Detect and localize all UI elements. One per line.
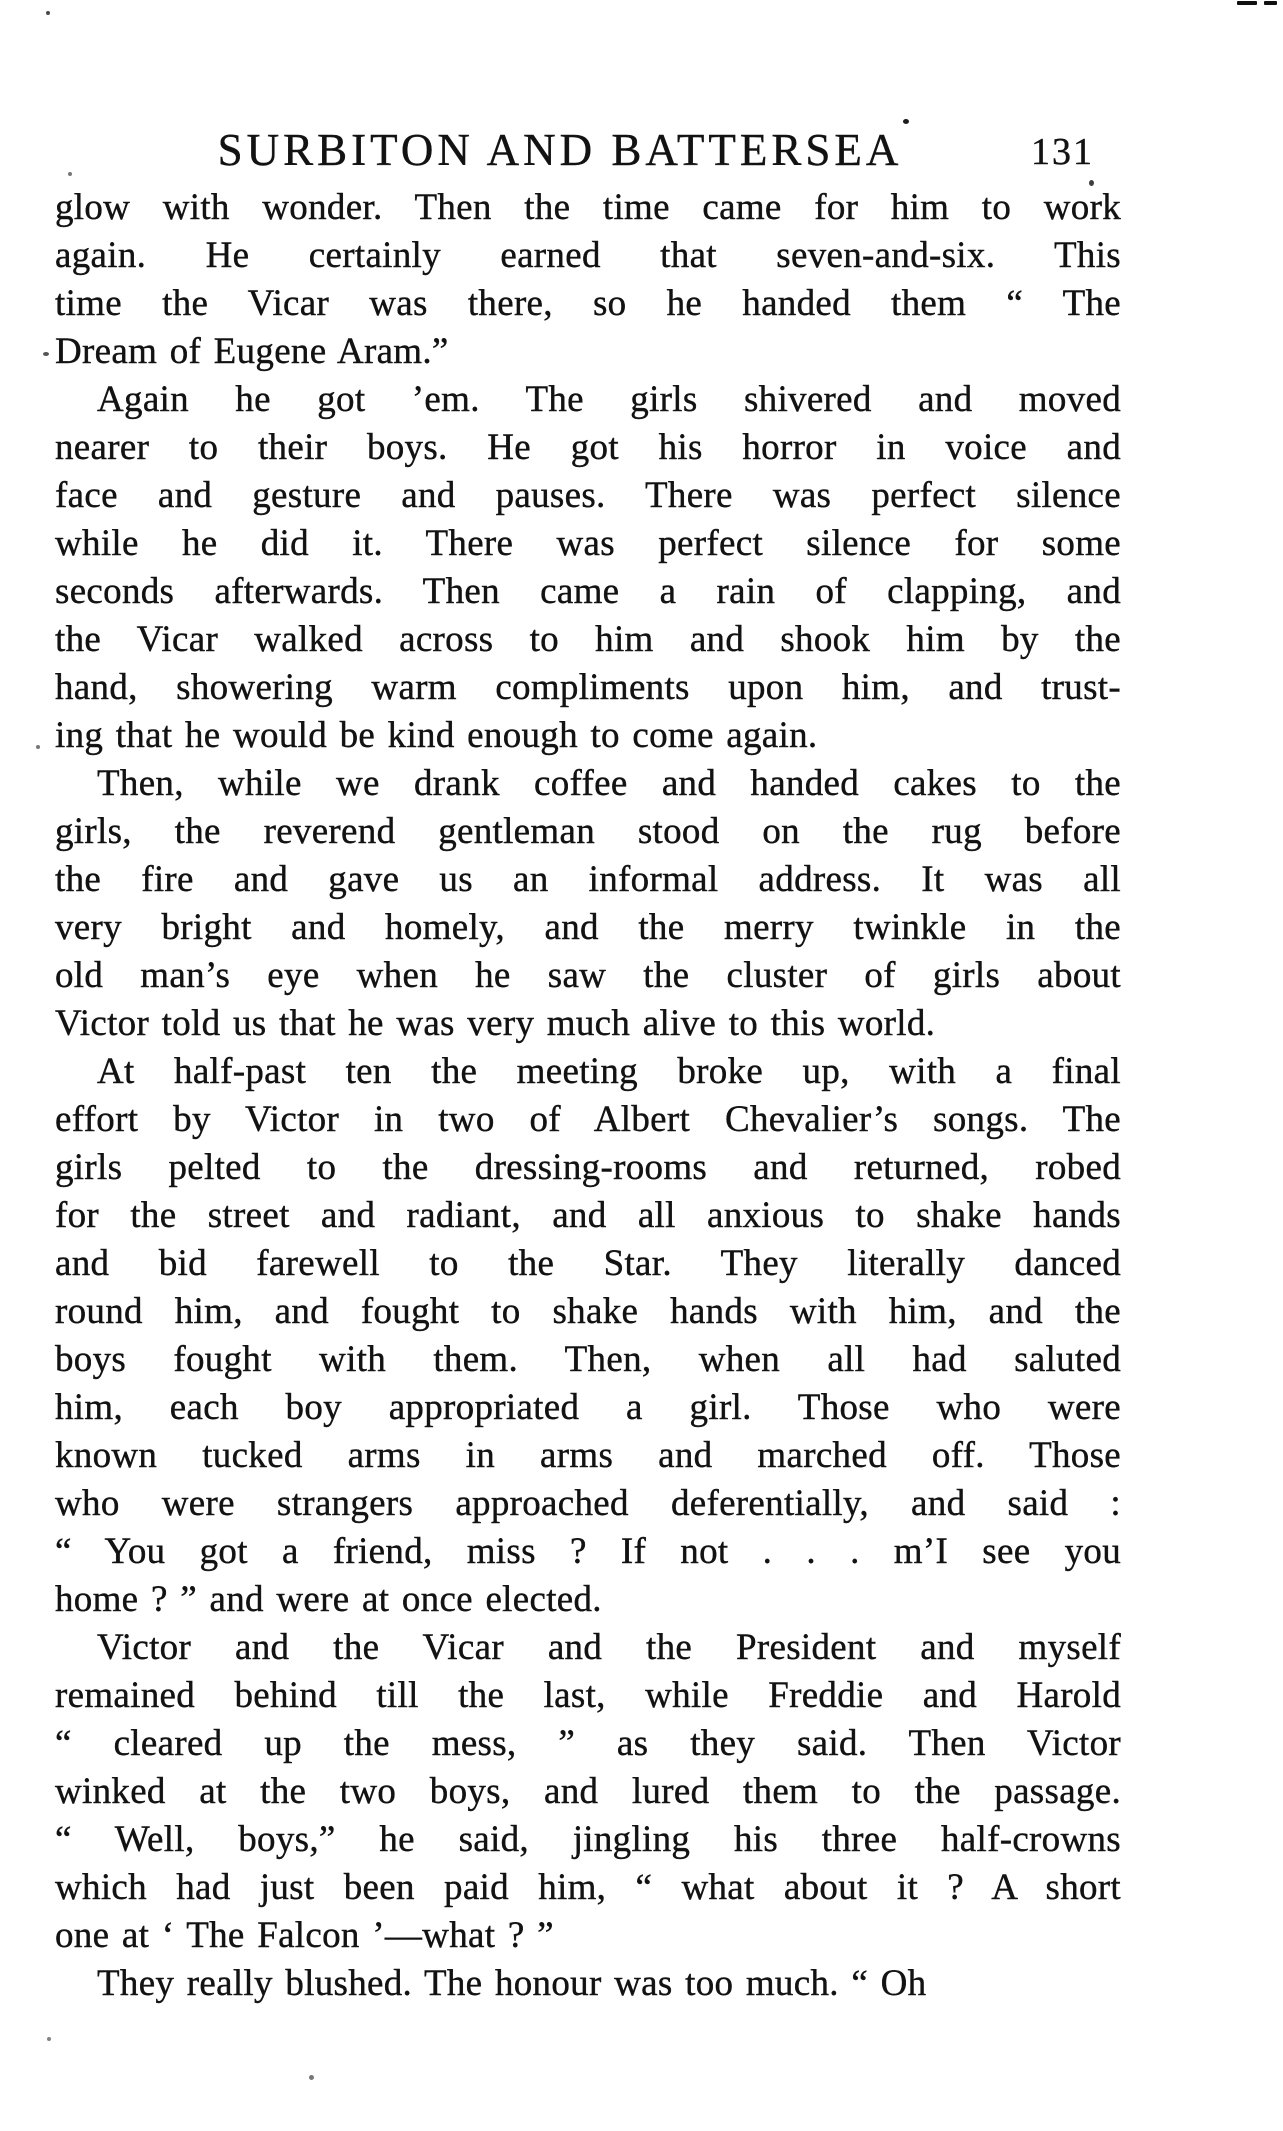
- text-line: glow with wonder. Then the time came for him to work: [55, 187, 1121, 228]
- text-line: home ? ” and were at once elected.: [55, 1579, 602, 1620]
- text-line: Then, while we drank coffee and handed cakes to the: [97, 763, 1121, 804]
- text-line: girls pelted to the dressing-rooms and returned, robed: [55, 1147, 1121, 1188]
- paragraph-3: [55, 760, 1121, 1048]
- text-line: seconds afterwards. Then came a rain of clapping, and: [55, 571, 1121, 612]
- text-line: old man’s eye when he saw the cluster of girls about: [55, 955, 1121, 996]
- text-line: which had just been paid him, “ what about it ? A short: [55, 1867, 1121, 1908]
- text-line: for the street and radiant, and all anxious to shake hands: [55, 1195, 1121, 1236]
- text-line: winked at the two boys, and lured them to the passage.: [55, 1771, 1121, 1812]
- text-line: Dream of Eugene Aram.”: [55, 331, 449, 372]
- text-line: face and gesture and pauses. There was perfect silence: [55, 475, 1121, 516]
- text-line: Victor and the Vicar and the President and myself: [97, 1627, 1121, 1668]
- text-line: again. He certainly earned that seven-and-six. This: [55, 235, 1121, 276]
- paragraph-6: [55, 1960, 1121, 2008]
- text-line: “ Well, boys,” he said, jingling his three half-crowns: [55, 1819, 1121, 1860]
- text-line: girls, the reverend gentleman stood on the rug before: [55, 811, 1121, 852]
- scan-artifact: [47, 2037, 51, 2041]
- text-line: ing that he would be kind enough to come again.: [55, 715, 818, 756]
- text-line: remained behind till the last, while Freddie and Harold: [55, 1675, 1121, 1716]
- scan-artifact: [68, 172, 72, 176]
- scan-artifact: [1089, 180, 1094, 186]
- scan-artifact: [1237, 1, 1257, 5]
- paragraph-5: [55, 1624, 1121, 1960]
- running-header-title: SURBITON AND BATTERSEA: [217, 125, 903, 175]
- text-line: one at ‘ The Falcon ’—what ? ”: [55, 1915, 554, 1956]
- text-line: the fire and gave us an informal address. It was all: [55, 859, 1121, 900]
- text-line: effort by Victor in two of Albert Chevalier’s songs. The: [55, 1099, 1121, 1140]
- scan-artifact: [36, 745, 40, 749]
- text-line: him, each boy appropriated a girl. Those who were: [55, 1387, 1121, 1428]
- text-line: round him, and fought to shake hands with him, and the: [55, 1291, 1121, 1332]
- text-line: They really blushed. The honour was too much. “ Oh: [97, 1963, 927, 2004]
- text-line: At half-past ten the meeting broke up, with a final: [97, 1051, 1121, 1092]
- text-line: nearer to their boys. He got his horror in voice and: [55, 427, 1121, 468]
- paragraph-4: [55, 1048, 1121, 1624]
- scan-artifact: [309, 2075, 314, 2080]
- text-line: “ You got a friend, miss ? If not . . . m’I see you: [55, 1531, 1121, 1572]
- text-line: known tucked arms in arms and marched off. Those: [55, 1435, 1121, 1476]
- paragraph-2: [55, 376, 1121, 760]
- scan-artifact: [903, 119, 909, 124]
- text-line: “ cleared up the mess, ” as they said. Then Victor: [55, 1723, 1121, 1764]
- paragraph-1: [55, 184, 1121, 376]
- text-line: and bid farewell to the Star. They literally danced: [55, 1243, 1121, 1284]
- text-line: boys fought with them. Then, when all had saluted: [55, 1339, 1121, 1380]
- scan-artifact: [43, 352, 49, 356]
- text-line: who were strangers approached deferentially, and said :: [55, 1483, 1121, 1524]
- text-line: very bright and homely, and the merry twinkle in the: [55, 907, 1121, 948]
- text-line: while he did it. There was perfect silence for some: [55, 523, 1121, 564]
- text-line: the Vicar walked across to him and shook him by the: [55, 619, 1121, 660]
- text-line: time the Vicar was there, so he handed them “ The: [55, 283, 1121, 324]
- scan-artifact: [46, 11, 50, 15]
- body-text: [55, 184, 1121, 2008]
- text-line: Again he got ’em. The girls shivered and moved: [97, 379, 1121, 420]
- text-line: hand, showering warm compliments upon him, and trust-: [55, 667, 1121, 708]
- text-line: Victor told us that he was very much alive to this world.: [55, 1003, 936, 1044]
- scan-artifact: [1264, 1, 1277, 5]
- page-number: 131: [1031, 131, 1094, 173]
